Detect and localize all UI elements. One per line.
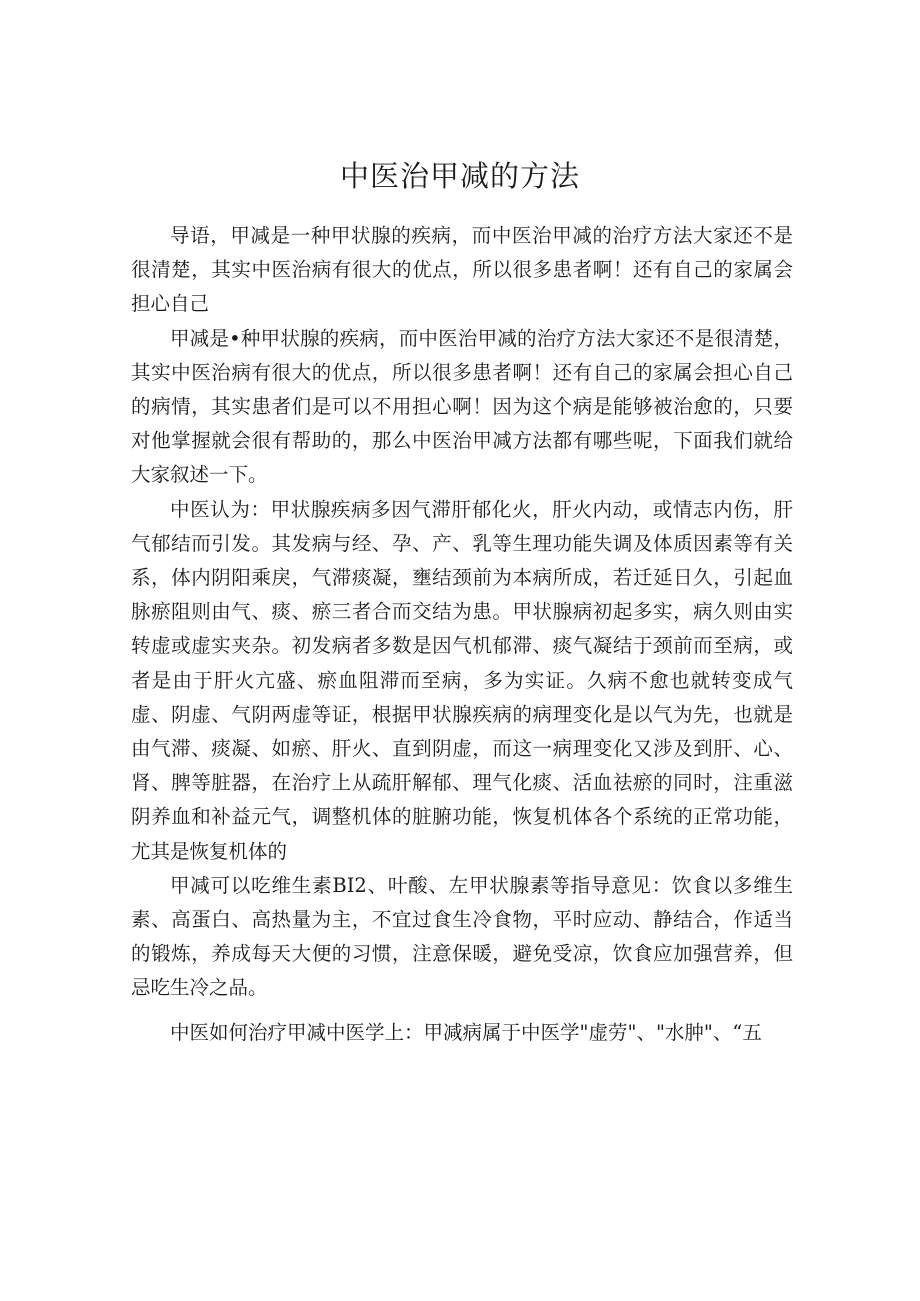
document-body [131, 219, 793, 1050]
document-title: 中医治甲减的方法 [339, 159, 580, 193]
paragraph-overview: 甲减是•种甲状腺的疾病，而中医治甲减的治疗方法大家还不是很清楚，其实中医治病有很大的优点，所以很多患者啊！还有自己的家属会担心自己的病情，其实患者们是可以不用担心啊！因为这个病是能够被治愈的，只要对他掌握就会很有帮助的，那么中医治甲减方法都有哪些呢，下面我们就给大家叙述一下。 [131, 326, 793, 487]
paragraph-diet-advice: 甲减可以吃维生素BI2、叶酸、左甲状腺素等指导意见：饮食以多维生素、高蛋白、高热量为主，不宜过食生冷食物，平时应动、静结合，作适当的锻炼，养成每天大便的习惯，注意保暖，避免受凉，饮食应加强营养，但忌吃生冷之品。 [131, 873, 793, 1000]
paragraph-intro: 导语，甲减是一种甲状腺的疾病，而中医治甲减的治疗方法大家还不是很清楚，其实中医治病有很大的优点，所以很多患者啊！还有自己的家属会担心自己 [131, 224, 793, 316]
paragraph-tcm-theory: 中医认为：甲状腺疾病多因气滞肝郁化火，肝火内动，或情志内伤，肝气郁结而引发。其发病与经、孕、产、乳等生理功能失调及体质因素等有关系，体内阴阳乘戾，气滞痰凝，壅结颈前为本病所成，若迁延日久，引起血脉瘀阻则由气、痰、瘀三者合而交结为患。甲状腺病初起多实，病久则由实转虚或虚实夹杂。初发病者多数是因气机郁滞、痰气凝结于颈前而至病，或者是由于肝火亢盛、瘀血阻滞而至病，多为实证。久病不愈也就转变成气虚、阴虚、气阴两虚等证，根据甲状腺疾病的病理变化是以气为先，也就是由气滞、痰凝、如瘀、肝火、直到阴虚，而这一病理变化又涉及到肝、心、肾、脾等脏器，在治疗上从疏肝解郁、理气化痰、活血祛瘀的同时，注重滋阴养血和补益元气，调整机体的脏腑功能，恢复机体各个系统的正常功能，尤其是恢复机体的 [131, 497, 793, 863]
paragraph-treatment: 中医如何治疗甲减中医学上：甲减病属于中医学"虚劳"、"水肿"、“五 [170, 1020, 762, 1044]
